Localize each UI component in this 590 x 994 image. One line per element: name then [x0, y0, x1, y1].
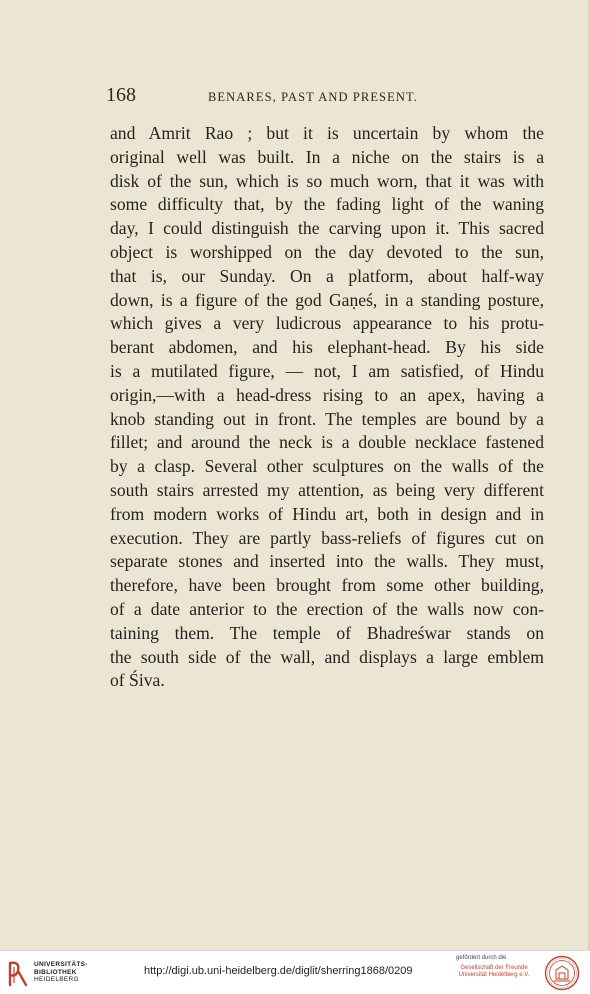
- viewer-footer: [0, 950, 590, 994]
- sponsor-line: Gesellschaft der Freunde: [460, 965, 528, 971]
- text-line: fillet; and around the neck is a double necklace fastened: [110, 432, 544, 453]
- text-line: origin,—with a head-dress rising to an apex, having a: [110, 384, 544, 405]
- library-name: [34, 961, 88, 984]
- text-line: the south side of the wall, and displays a large emblem: [110, 646, 544, 667]
- page-header: [100, 84, 540, 108]
- text-line: some difficulty that, by the fading light of the waning: [110, 194, 544, 215]
- text-line: of Śiva.: [110, 670, 165, 691]
- library-logo-icon: [6, 959, 30, 987]
- page-number: 168: [106, 84, 136, 106]
- text-line: and Amrit Rao ; but it is uncertain by whom the: [110, 123, 544, 143]
- running-head: BENARES, PAST AND PRESENT.: [208, 90, 419, 104]
- text-line: of a date anterior to the erection of the walls now con-: [110, 598, 544, 619]
- text-line: disk of the sun, which is so much worn, that it was with: [110, 170, 544, 191]
- text-line: separate stones and inserted into the walls. They must,: [110, 551, 544, 572]
- text-line: day, I could distinguish the carving upon it. This sacred: [110, 218, 544, 239]
- text-line: taining them. The temple of Bhadreśwar stands on: [110, 622, 544, 643]
- sponsor-label: gefördert durch die: [456, 955, 507, 961]
- text-line: original well was built. In a niche on the stairs is a: [110, 146, 544, 167]
- library-name-line: UNIVERSITÄTS-: [34, 961, 88, 968]
- text-line: down, is a figure of the god Gaṇeś, in a standing posture,: [110, 289, 544, 310]
- body-text: [110, 122, 544, 693]
- text-line: object is worshipped on the day devoted to the sun,: [110, 241, 544, 262]
- text-line: which gives a very ludicrous appearance to his protu-: [110, 313, 544, 334]
- sponsor-name: [452, 965, 536, 979]
- text-line: from modern works of Hindu art, both in design and in: [110, 503, 544, 524]
- text-line: berant abdomen, and his elephant-head. By his side: [110, 337, 544, 358]
- text-line: is a mutilated figure, — not, I am satisfied, of Hindu: [110, 360, 544, 381]
- text-line: execution. They are partly bass-reliefs of figures cut on: [110, 527, 544, 548]
- library-name-line: HEIDELBERG: [34, 976, 79, 983]
- text-line: by a clasp. Several other sculptures on the walls of the: [110, 456, 544, 477]
- sponsor-line: Universität Heidelberg e.V.: [458, 972, 530, 978]
- university-seal-icon: [544, 955, 580, 991]
- text-line: south stairs arrested my attention, as being very different: [110, 479, 544, 500]
- text-line: knob standing out in front. The temples are bound by a: [110, 408, 544, 429]
- text-line: that is, our Sunday. On a platform, about half-way: [110, 265, 544, 286]
- permalink-url[interactable]: http://digi.ub.uni-heidelberg.de/diglit/sherring1868/0209: [144, 965, 413, 977]
- library-name-line: BIBLIOTHEK: [34, 968, 77, 976]
- text-line: therefore, have been brought from some other building,: [110, 575, 544, 596]
